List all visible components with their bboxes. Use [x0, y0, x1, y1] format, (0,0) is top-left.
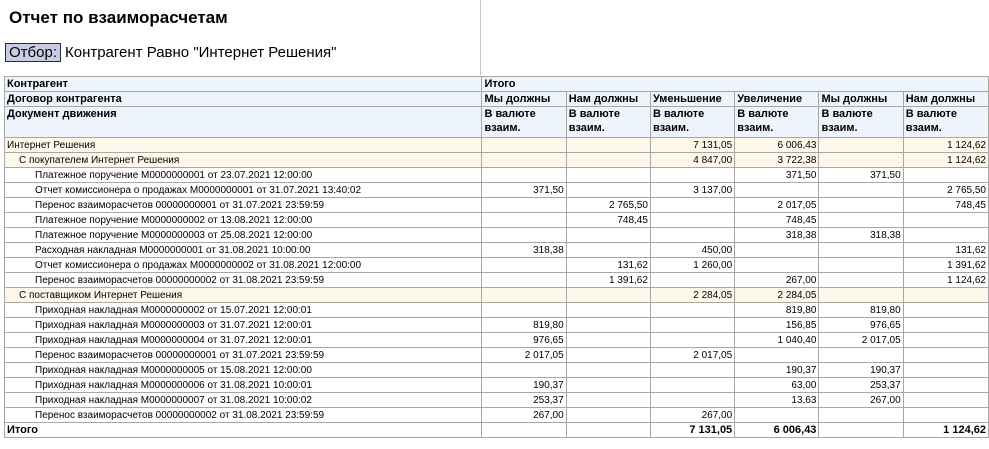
row-value-cell: 1 040,40 [735, 333, 819, 348]
document-row[interactable] [5, 378, 989, 393]
row-value-cell [650, 228, 734, 243]
row-value-cell: 267,00 [482, 408, 566, 423]
row-value-cell [566, 408, 650, 423]
row-value-cell: 4 847,00 [650, 153, 734, 168]
row-name-cell: Перенос взаиморасчетов 00000000002 от 31.08.2021 23:59:59 [5, 408, 482, 423]
header-row-counterparty [5, 77, 989, 92]
row-name-cell: С поставщиком Интернет Решения [5, 288, 482, 303]
row-name-cell: Приходная накладная М0000000003 от 31.07.2021 12:00:01 [5, 318, 482, 333]
header-currency: В валюте взаим. [735, 107, 819, 138]
row-value-cell: 190,37 [819, 363, 903, 378]
row-value-cell: 318,38 [819, 228, 903, 243]
document-row[interactable] [5, 213, 989, 228]
row-value-cell [819, 243, 903, 258]
row-value-cell [903, 303, 988, 318]
row-value-cell [650, 363, 734, 378]
header-row-contract [5, 92, 989, 107]
row-name-cell: Платежное поручение М0000000001 от 23.07.2021 12:00:00 [5, 168, 482, 183]
row-value-cell [650, 303, 734, 318]
row-value-cell: 371,50 [819, 168, 903, 183]
row-value-cell [566, 288, 650, 303]
row-value-cell [650, 393, 734, 408]
row-value-cell [566, 153, 650, 168]
row-value-cell [566, 228, 650, 243]
header-they-owe: Нам должны [566, 92, 650, 107]
filter-label[interactable]: Отбор: [5, 43, 61, 62]
document-row[interactable] [5, 393, 989, 408]
document-row[interactable] [5, 363, 989, 378]
row-value-cell [650, 168, 734, 183]
row-value-cell: 1 124,62 [903, 138, 988, 153]
header-decrease: Уменьшение [650, 92, 734, 107]
row-value-cell: 2 017,05 [650, 348, 734, 363]
row-value-cell: 2 765,50 [566, 198, 650, 213]
row-value-cell: 819,80 [482, 318, 566, 333]
header-document: Документ движения [5, 107, 482, 138]
row-value-cell [819, 198, 903, 213]
row-value-cell: 2 284,05 [735, 288, 819, 303]
row-value-cell: 3 137,00 [650, 183, 734, 198]
row-value-cell [566, 138, 650, 153]
row-value-cell [735, 183, 819, 198]
row-name-cell: Перенос взаиморасчетов 00000000001 от 31.07.2021 23:59:59 [5, 348, 482, 363]
document-row[interactable] [5, 318, 989, 333]
row-value-cell [482, 303, 566, 318]
row-name-cell: Перенос взаиморасчетов 00000000001 от 31.07.2021 23:59:59 [5, 198, 482, 213]
row-value-cell: 2 765,50 [903, 183, 988, 198]
row-value-cell [566, 348, 650, 363]
row-value-cell [819, 288, 903, 303]
report-table [4, 76, 989, 438]
total-label: Итого [5, 423, 482, 438]
row-value-cell: 156,85 [735, 318, 819, 333]
row-value-cell [482, 153, 566, 168]
row-value-cell [819, 138, 903, 153]
row-value-cell [735, 243, 819, 258]
row-value-cell: 7 131,05 [650, 138, 734, 153]
row-value-cell [650, 213, 734, 228]
row-name-cell: Перенос взаиморасчетов 00000000002 от 31.08.2021 23:59:59 [5, 273, 482, 288]
row-value-cell: 6 006,43 [735, 138, 819, 153]
header-they-owe-end: Нам должны [903, 92, 988, 107]
row-value-cell: 371,50 [735, 168, 819, 183]
row-value-cell [482, 273, 566, 288]
row-name-cell: Приходная накладная М0000000007 от 31.08.2021 10:00:02 [5, 393, 482, 408]
document-row[interactable] [5, 333, 989, 348]
row-value-cell [482, 228, 566, 243]
row-value-cell [819, 258, 903, 273]
document-row[interactable] [5, 258, 989, 273]
row-value-cell: 819,80 [735, 303, 819, 318]
row-value-cell [819, 348, 903, 363]
row-value-cell: 318,38 [482, 243, 566, 258]
row-name-cell: Расходная накладная М0000000001 от 31.08.2021 10:00:00 [5, 243, 482, 258]
row-value-cell: 190,37 [735, 363, 819, 378]
row-value-cell: 1 124,62 [903, 273, 988, 288]
document-row[interactable] [5, 273, 989, 288]
row-value-cell: 190,37 [482, 378, 566, 393]
row-value-cell [566, 168, 650, 183]
row-value-cell [482, 168, 566, 183]
header-currency: В валюте взаим. [650, 107, 734, 138]
row-value-cell: 1 124,62 [903, 153, 988, 168]
row-value-cell [482, 213, 566, 228]
row-name-cell: Интернет Решения [5, 138, 482, 153]
total-row [5, 423, 989, 438]
row-value-cell [903, 378, 988, 393]
document-row[interactable] [5, 408, 989, 423]
header-we-owe: Мы должны [482, 92, 566, 107]
row-value-cell [819, 153, 903, 168]
row-value-cell [819, 408, 903, 423]
header-currency: В валюте взаим. [566, 107, 650, 138]
row-value-cell [566, 183, 650, 198]
document-row[interactable] [5, 228, 989, 243]
document-row[interactable] [5, 198, 989, 213]
report-title: Отчет по взаиморасчетам [9, 8, 228, 27]
row-value-cell [650, 198, 734, 213]
row-value-cell [819, 273, 903, 288]
row-value-cell [735, 258, 819, 273]
row-value-cell [566, 333, 650, 348]
row-value-cell [566, 303, 650, 318]
row-value-cell [735, 408, 819, 423]
row-value-cell [650, 318, 734, 333]
contract-row[interactable] [5, 153, 989, 168]
row-value-cell: 267,00 [735, 273, 819, 288]
filter-value: Контрагент Равно "Интернет Решения" [64, 43, 337, 61]
document-row[interactable] [5, 183, 989, 198]
row-value-cell: 2 017,05 [819, 333, 903, 348]
row-value-cell [650, 333, 734, 348]
header-increase: Увеличение [735, 92, 819, 107]
row-value-cell [482, 363, 566, 378]
row-value-cell: 748,45 [735, 213, 819, 228]
row-value-cell [566, 363, 650, 378]
header-counterparty: Контрагент [5, 77, 482, 92]
row-value-cell [482, 138, 566, 153]
document-row[interactable] [5, 348, 989, 363]
row-value-cell: 131,62 [566, 258, 650, 273]
total-value-cell: 7 131,05 [650, 423, 734, 438]
row-name-cell: С покупателем Интернет Решения [5, 153, 482, 168]
row-value-cell [819, 183, 903, 198]
row-value-cell [482, 198, 566, 213]
row-value-cell [566, 393, 650, 408]
row-value-cell [566, 243, 650, 258]
row-name-cell: Отчет комиссионера о продажах М0000000002 от 31.08.2021 12:00:00 [5, 258, 482, 273]
document-row[interactable] [5, 303, 989, 318]
row-value-cell: 976,65 [482, 333, 566, 348]
row-value-cell: 2 284,05 [650, 288, 734, 303]
row-value-cell: 3 722,38 [735, 153, 819, 168]
row-value-cell [482, 258, 566, 273]
row-value-cell [903, 228, 988, 243]
document-row[interactable] [5, 243, 989, 258]
row-value-cell [650, 273, 734, 288]
row-name-cell: Платежное поручение М0000000002 от 13.08.2021 12:00:00 [5, 213, 482, 228]
contract-row[interactable] [5, 288, 989, 303]
row-value-cell: 253,37 [482, 393, 566, 408]
row-value-cell [903, 348, 988, 363]
header-we-owe-end: Мы должны [819, 92, 903, 107]
row-value-cell [482, 288, 566, 303]
row-value-cell [903, 213, 988, 228]
row-name-cell: Приходная накладная М0000000002 от 15.07.2021 12:00:01 [5, 303, 482, 318]
row-value-cell: 2 017,05 [482, 348, 566, 363]
row-value-cell: 450,00 [650, 243, 734, 258]
counterparty-row[interactable] [5, 138, 989, 153]
row-value-cell [903, 408, 988, 423]
row-name-cell: Приходная накладная М0000000005 от 15.08.2021 12:00:00 [5, 363, 482, 378]
header-currency: В валюте взаим. [819, 107, 903, 138]
total-value-cell: 6 006,43 [735, 423, 819, 438]
total-value-cell [566, 423, 650, 438]
total-value-cell [482, 423, 566, 438]
total-value-cell [819, 423, 903, 438]
row-value-cell: 267,00 [819, 393, 903, 408]
row-value-cell: 371,50 [482, 183, 566, 198]
header-contract: Договор контрагента [5, 92, 482, 107]
header-currency: В валюте взаим. [482, 107, 566, 138]
row-value-cell: 63,00 [735, 378, 819, 393]
row-name-cell: Платежное поручение М0000000003 от 25.08.2021 12:00:00 [5, 228, 482, 243]
row-value-cell [903, 318, 988, 333]
row-value-cell: 748,45 [566, 213, 650, 228]
row-value-cell [903, 333, 988, 348]
row-value-cell [735, 348, 819, 363]
row-value-cell: 267,00 [650, 408, 734, 423]
row-value-cell: 748,45 [903, 198, 988, 213]
header-currency: В валюте взаим. [903, 107, 988, 138]
header-row-document [5, 107, 989, 138]
document-row[interactable] [5, 168, 989, 183]
row-value-cell: 1 260,00 [650, 258, 734, 273]
row-value-cell [903, 393, 988, 408]
row-value-cell: 976,65 [819, 318, 903, 333]
row-value-cell: 13,63 [735, 393, 819, 408]
row-value-cell [566, 318, 650, 333]
row-value-cell: 2 017,05 [735, 198, 819, 213]
row-value-cell [819, 213, 903, 228]
header-total: Итого [482, 77, 989, 92]
row-value-cell [903, 288, 988, 303]
row-value-cell [566, 378, 650, 393]
row-value-cell: 1 391,62 [566, 273, 650, 288]
row-name-cell: Приходная накладная М0000000004 от 31.07.2021 12:00:01 [5, 333, 482, 348]
total-value-cell: 1 124,62 [903, 423, 988, 438]
row-value-cell: 253,37 [819, 378, 903, 393]
row-value-cell: 819,80 [819, 303, 903, 318]
column-divider [480, 0, 481, 75]
filter-line [5, 43, 336, 61]
row-value-cell: 131,62 [903, 243, 988, 258]
row-value-cell [650, 378, 734, 393]
row-name-cell: Приходная накладная М0000000006 от 31.08.2021 10:00:01 [5, 378, 482, 393]
row-value-cell: 1 391,62 [903, 258, 988, 273]
row-value-cell [903, 168, 988, 183]
row-value-cell [903, 363, 988, 378]
row-name-cell: Отчет комиссионера о продажах М0000000001 от 31.07.2021 13:40:02 [5, 183, 482, 198]
row-value-cell: 318,38 [735, 228, 819, 243]
